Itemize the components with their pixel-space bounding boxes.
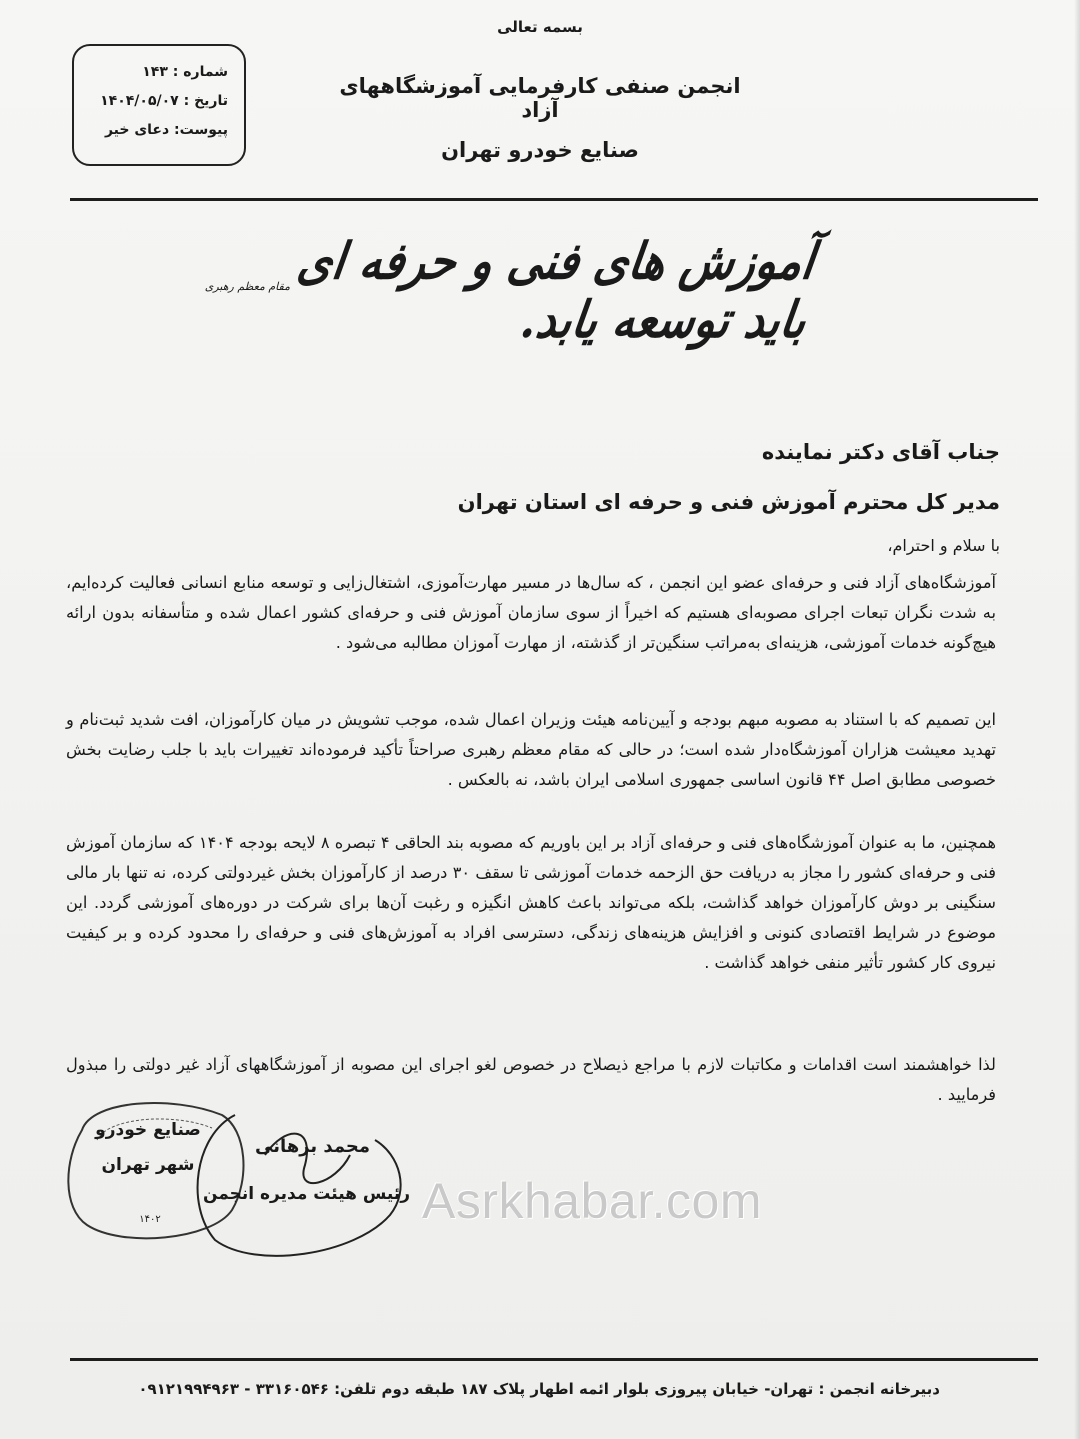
bismillah: بسمه تعالی — [497, 18, 583, 36]
greeting: با سلام و احترام، — [887, 536, 1000, 555]
slogan-attribution: مقام معظم رهبری — [204, 280, 290, 293]
footer-divider — [70, 1358, 1038, 1361]
recipient-line-1: جناب آقای دکتر نماینده — [761, 440, 1000, 464]
body-paragraph-2: این تصمیم که با استناد به مصوبه مبهم بودجه و آیین‌نامه هیئت وزیران اعمال شده، موجب تشویش در میان کارآموزان، افت شدید ثبت‌نام و تهدید معیشت هزاران آموزشگاه‌دار شده است؛ در حالی که مقام معظم رهبری صراحتاً تأکید فرموده‌اند تغییرات باید با جلب رضایت بخش خصوصی مطابق اصل ۴۴ قانون اساسی جمهوری اسلامی ایران باشد، نه بالعکس . — [66, 710, 996, 789]
stamp-line-1: صنایع خودرو — [95, 1120, 201, 1140]
body-paragraph-1: آموزشگاه‌های آزاد فنی و حرفه‌ای عضو این انجمن ، که سال‌ها در مسیر مهارت‌آموزی، اشتغال‌زایی و توسعه منابع انسانی فعالیت کرده‌ایم، به شدت نگران تبعات اجرای مصوبه‌ای هستیم که اخیراً از سوی سازمان آموزش فنی و حرفه‌ای کشور اعمال شده و متأسفانه بدون ارائه هیچ‌گونه خدمات آموزشی، هزینه‌ای به‌مراتب سنگین‌تر از گذشته، از مهارت آموزان مطالبه می‌شود . — [66, 573, 996, 652]
page-edge-shadow — [1074, 0, 1080, 1439]
letter-info-box — [72, 44, 246, 166]
letter-attachment: پیوست: دعای خیر — [104, 122, 228, 138]
letter-date: تاریخ : ۱۴۰۴/۰۵/۰۷ — [100, 93, 228, 109]
recipient-line-2: مدیر کل محترم آموزش فنی و حرفه ای استان تهران — [457, 490, 1000, 514]
signatory-title: رئیس هیئت مدیره انجمن — [202, 1184, 410, 1204]
slogan-text: آموزش های فنی و حرفه ای باید توسعه یابد. — [293, 232, 819, 350]
letter-number: شماره : ۱۴۳ — [142, 64, 228, 80]
signatory-name: محمد برهانی — [254, 1136, 370, 1157]
body-paragraph-3: همچنین، ما به عنوان آموزشگاه‌های فنی و حرفه‌ای آزاد بر این باوریم که مصوبه بند الحاقی ۴ تبصره ۸ لایحه بودجه ۱۴۰۴ که سازمان آموزش فنی و حرفه‌ای کشور را مجاز به دریافت حق الزحمه خدمات آموزشی تا سقف ۳۰ درصد از کارآموزان بخش غیردولتی کرده، نه تنها بار مالی سنگینی بر دوش کارآموزان خواهد گذاشت، بلکه می‌تواند باعث کاهش انگیزه و رغبت آن‌ها برای شرکت در دوره‌های آموزشی گردد. این موضوع در شرایط اقتصادی کنونی و افزایش هزینه‌های زندگی، دسترسی افراد به آموزش‌های فنی و حرفه‌ای را محدود کرده و بر کیفیت نیروی کار کشور تأثیر منفی خواهد گذاشت . — [66, 833, 996, 972]
header-divider — [70, 198, 1038, 201]
organization-branch: صنایع خودرو تهران — [441, 138, 639, 162]
body-paragraph-4: لذا خواهشمند است اقدامات و مکاتبات لازم با مراجع ذیصلاح در خصوص لغو اجرای این مصوبه از آموزشگاههای آزاد غیر دولتی را مبذول فرمایید . — [66, 1055, 996, 1104]
stamp-line-3: ۱۴۰۲ — [139, 1214, 161, 1225]
footer-address: دبیرخانه انجمن : تهران- خیابان پیروزی بلوار ائمه اطهار پلاک ۱۸۷ طبقه دوم تلفن: ۳۳۱۶۰۵۴۶ - ۰۹۱۲۱۹۹۴۹۶۳ — [138, 1380, 940, 1398]
stamp-line-2: شهر تهران — [101, 1155, 195, 1175]
slogan — [250, 232, 819, 350]
watermark: Asrkhabar.com — [422, 1173, 762, 1229]
organization-name: انجمن صنفی کارفرمایی آموزشگاههای آزاد — [339, 74, 741, 122]
signature-scribble — [175, 1095, 415, 1265]
